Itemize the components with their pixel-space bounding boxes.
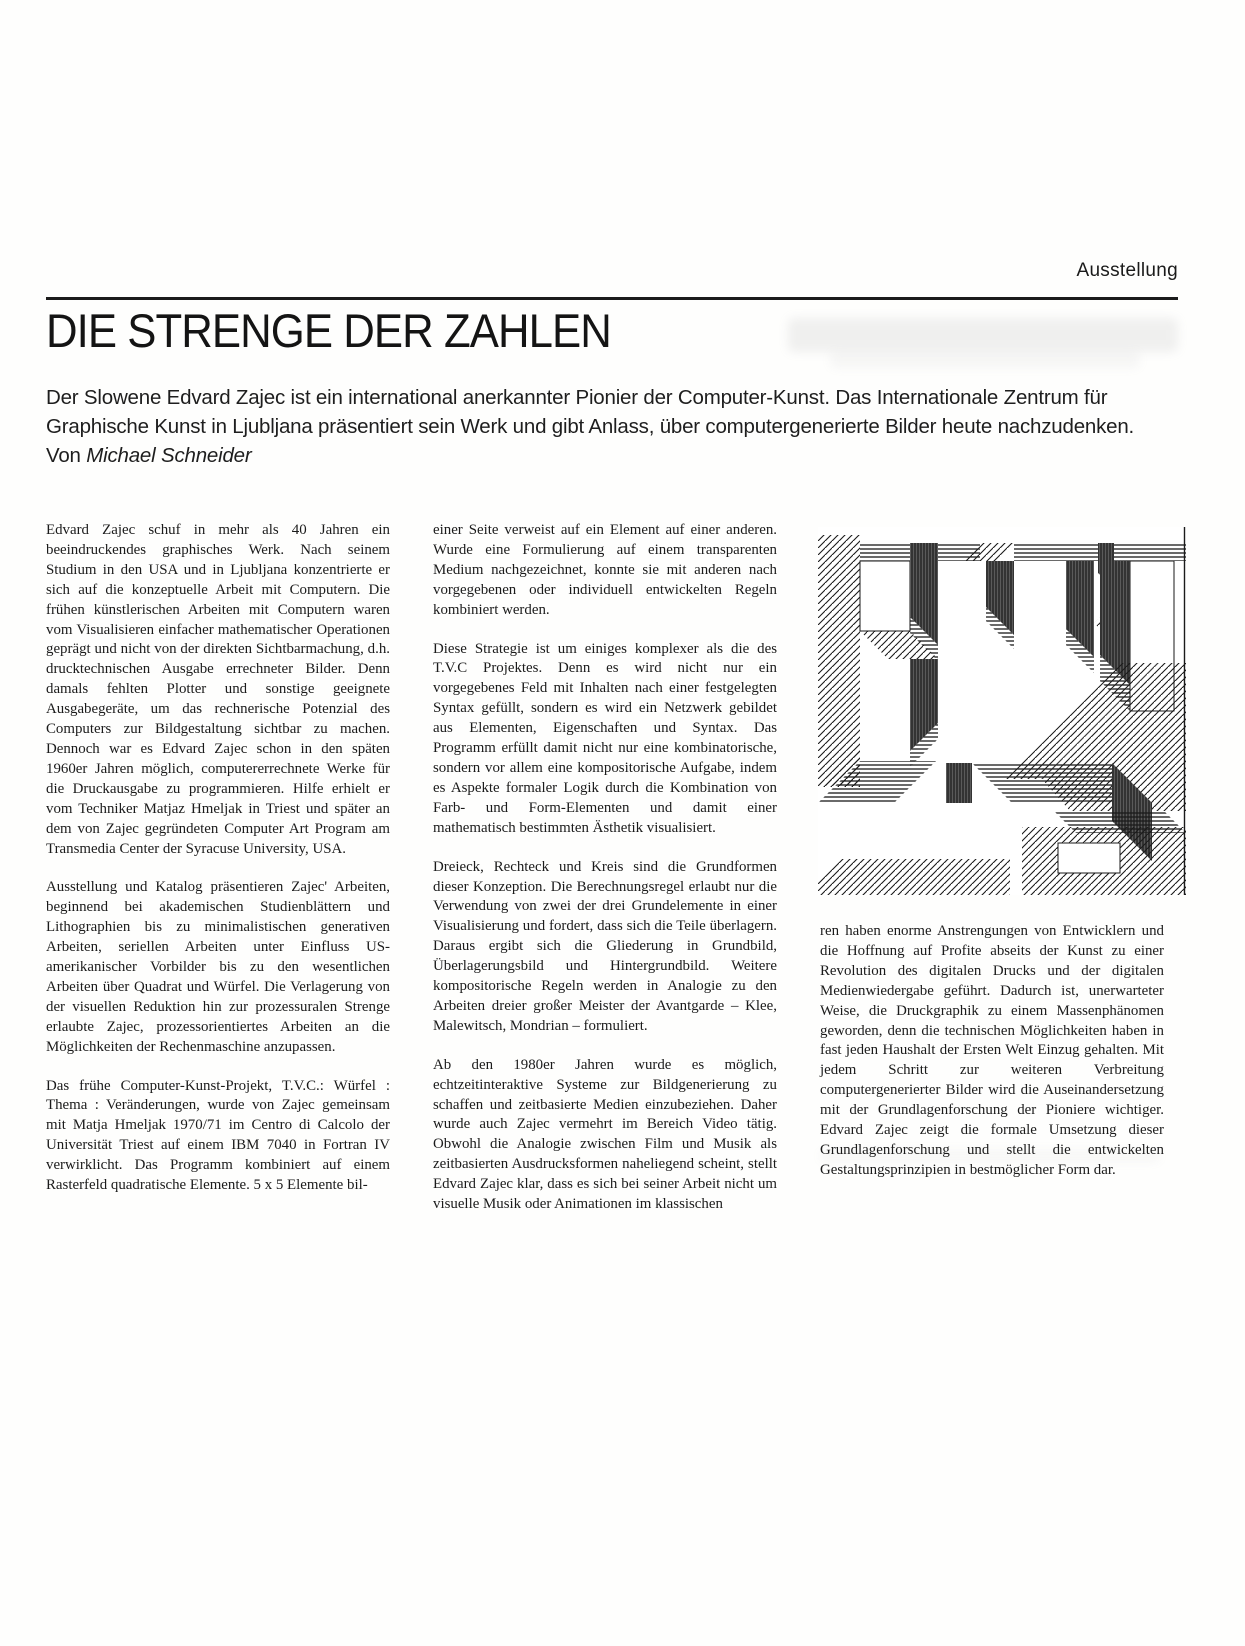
paragraph: Ausstellung und Katalog präsentieren Zajec' Arbeiten, beginnend bei akademischen Studienblättern und Lithographien bis zu minimalistischen generativen Arbeiten, seriellen Arbeiten unter Einfluss US-amerikanischer Vorbilder bis zu den wesentlichen Arbeiten über Quadrat und Würfel. Die Verlagerung von der visuellen Reduktion hin zur prozessuralen Strenge erlaubte Zajec, prozessorientiertes Arbeiten an die Möglichkeiten der Rechenmaschine anzupassen. [46,879,390,1055]
paragraph: ren haben enorme Anstrengungen von Entwicklern und die Hoffnung auf Profite abseits der Kunst zu einer Revolution des digitalen Drucks und der digitalen Medienwiedergabe geführt. Dadurch ist, unerwarteter Weise, die Druckgraphik zu einem Massenphänomen geworden, denn die technischen Möglichkeiten haben in fast jeden Haushalt der Ersten Welt Einzug gehalten. Mit jedem Schritt zur weiteren Verbreitung computergenerierter Bilder wird die Auseinandersetzung mit der Grundlagenforschung der Pioniere wichtiger. Edvard Zajec zeigt die formale Umsetzung dieser Grundlagenforschung und stellt die entwickelten Gestaltungsprinzipien in bestmöglicher Form dar. [820,923,1164,1178]
lede [46,383,1146,470]
byline-prefix: Von [46,444,87,467]
geometric-computer-art-print [818,527,1186,895]
paragraph: Edvard Zajec schuf in mehr als 40 Jahren ein beeindruckendes graphisches Werk. Nach seinem Studium in den USA und in Ljubljana konzentrierte er sich auf die konzeptuelle Arbeit mit Computern. Die frühen künstlerischen Arbeiten mit Computern waren vom Visualisieren einfacher mathematischer Operationen geprägt und nicht von der direkten Sichtbarmachung, d.h. drucktechnischen Ausgabe errechneter Bilder. Denn damals fehlten Plotter und sonstige geeignete Ausgabegeräte, um das rechnerische Potenzial des Computers zur Bildgestaltung sichtbar zu machen. Dennoch war es Edvard Zajec schon in den späten 1960er Jahren möglich, computererrechnete Werke für die Druckausgabe zu programmieren. Hilfe erhielt er vom Techniker Matjaz Hmeljak in Triest und später an dem von Zajec gegründeten Computer Art Program am Transmedia Center der Syracuse University, USA. [46,522,390,857]
text-column-1 [46,521,390,1215]
scan-artifact [830,352,1140,368]
paragraph: Dreieck, Rechteck und Kreis sind die Grundformen dieser Konzeption. Die Berechnungsregel erlaubt nur die Verwendung von zwei der drei Grundelemente in einer Visualisierung und fordert, dass sich die Teile überlagern. Daraus ergibt sich die Gliederung in Grundbild, Überlagerungsbild und Hintergrundbild. Weitere kompositorische Regeln werden in Analogie zu den Arbeiten dreier großer Meister der Avantgarde – Klee, Malewitsch, Mondrian – formuliert. [433,858,777,1034]
paragraph: einer Seite verweist auf ein Element auf einer anderen. Wurde eine Formulierung auf einem transparenten Medium nachgezeichnet, konnte sie mit anderen nach vorgegebenen oder individuell entwickelten Regeln kombiniert werden. [433,522,777,618]
header-rule [46,297,1178,300]
paragraph: Das frühe Computer-Kunst-Projekt, T.V.C.: Würfel : Thema : Veränderungen, wurde von Zajec gemeinsam mit Matja Hmeljak 1970/71 im Centro di Calcolo der Universität Triest auf einem IBM 7040 in Fortran IV verwirklicht. Das Programm kombiniert auf einem Rasterfeld quadratische Elemente. 5 x 5 Elemente bil- [46,1077,390,1194]
text-column-2 [433,521,777,1234]
byline [46,441,1146,470]
section-label: Ausstellung [1076,260,1178,281]
scan-artifact [788,318,1178,352]
paragraph: Ab den 1980er Jahren wurde es möglich, echtzeitinteraktive Systeme zur Bildgenerierung zu schaffen und zeitbasierte Medien einzubeziehen. Daher wurde auch Zajec vermehrt im Bereich Video tätig. Obwohl die Analogie zwischen Film und Musik als zeitbasierten Ausdrucksformen naheliegend scheint, stellt Edvard Zajec klar, dass es sich bei seiner Arbeit nicht um visuelle Musik oder Animationen im klassischen [433,1056,777,1213]
byline-author: Michael Schneider [86,444,252,467]
paragraph: Diese Strategie ist um einiges komplexer als die des T.V.C Projektes. Denn es wird nicht nur ein vorgegebenes Feld mit Inhalten nach einer festgelegten Syntax gefüllt, sondern es wird ein Netzwerk gebildet aus Elementen, Eigenschaften und Syntax. Das Programm erfüllt damit nicht nur eine kombinatorische, sondern vor allem eine kompositorische Aufgabe, indem es Aspekte formaler Logik durch die Kombination von Farb- und Form-Elementen und damit einer mathematisch bestimmten Ästhetik visualisiert. [433,640,777,836]
page-title: DIE STRENGE DER ZAHLEN [46,304,611,357]
artwork-image [818,527,1186,895]
text-column-3 [820,922,1164,1181]
lede-text: Der Slowene Edvard Zajec ist ein international anerkannter Pionier der Computer-Kunst. Das Internationale Zentrum für Graphische Kunst in Ljubljana präsentiert sein Werk und gibt Anlass, über computergenerierte Bilder heute nachzudenken. [46,386,1135,438]
